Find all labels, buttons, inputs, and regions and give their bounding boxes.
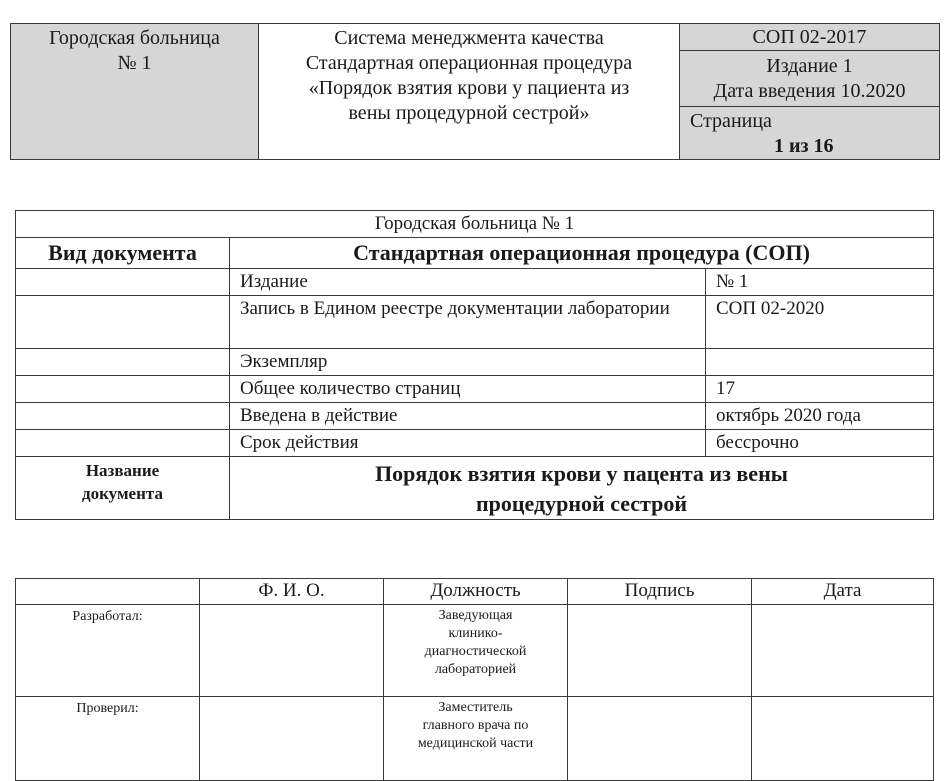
signature-sign-cell [568,697,752,781]
info-row [16,403,934,430]
info-row-value [706,349,934,376]
header-org-line-1: Городская больница [49,27,220,49]
header-table [10,23,940,160]
header-date: Дата введения 10.2020 [713,80,906,102]
signature-header-date: Дата [752,579,934,605]
info-row-label: Запись в Едином реестре документации лаборатории [230,296,706,349]
header-meta-cell [680,24,940,160]
signature-date-cell [752,605,934,697]
info-row [16,376,934,403]
position-line: лабораторией [434,662,517,677]
doc-name-label-line-1: Название [85,461,160,480]
info-row-value: октябрь 2020 года [706,403,934,430]
doc-name-label [16,457,230,520]
header-procedure-title-1: «Порядок взятия крови у пациента из [308,77,630,99]
doc-name-label-line-2: документа [82,484,163,503]
signature-position [384,697,568,781]
signature-row [16,605,934,697]
signature-row [16,697,934,781]
position-line: клинико- [448,626,503,641]
header-edition-block [680,50,939,106]
signature-table [15,578,934,781]
document-info-table [15,210,934,520]
signature-header-row [16,579,934,605]
info-row-value: СОП 02-2020 [706,296,934,349]
signature-fio-cell [200,697,384,781]
doc-name-value [230,457,934,520]
doc-type-label: Вид документа [16,238,230,269]
signature-role: Разработал: [16,605,200,697]
header-org-cell [11,24,259,160]
header-page-label: Страница [690,110,772,132]
signature-header-signature: Подпись [568,579,752,605]
signature-sign-cell [568,605,752,697]
signature-fio-cell [200,605,384,697]
signature-position [384,605,568,697]
header-system: Система менеджмента качества [334,27,604,49]
info-row [16,430,934,457]
header-code: СОП 02-2017 [752,26,867,48]
header-edition: Издание 1 [766,55,853,77]
info-row-label: Общее количество страниц [230,376,706,403]
info-org: Городская больница № 1 [16,211,934,238]
info-row-label: Введена в действие [230,403,706,430]
position-line: медицинской части [417,736,534,751]
info-row [16,269,934,296]
header-procedure-cell [259,24,680,160]
info-row-value: № 1 [706,269,934,296]
position-line: диагностической [424,644,527,659]
signature-role: Проверил: [16,697,200,781]
position-line: главного врача по [422,718,529,733]
info-row [16,296,934,349]
header-page-block [680,106,939,159]
doc-type-value: Стандартная операционная процедура (СОП) [230,238,934,269]
header-procedure-type: Стандартная операционная процедура [305,52,633,74]
info-row-value: 17 [706,376,934,403]
info-row-label: Экземпляр [230,349,706,376]
info-row-value: бессрочно [706,430,934,457]
header-page-value: 1 из 16 [774,135,834,157]
position-line: Заведующая [438,608,513,623]
doc-name-value-line-2: процедурной сестрой [475,491,688,516]
signature-header-empty [16,579,200,605]
doc-name-value-line-1: Порядок взятия крови у пацента из вены [375,461,788,486]
info-row-label: Издание [230,269,706,296]
signature-header-fio: Ф. И. О. [200,579,384,605]
header-procedure-title-2: вены процедурной сестрой» [348,102,590,124]
signature-header-position: Должность [384,579,568,605]
signature-date-cell [752,697,934,781]
position-line: Заместитель [438,700,513,715]
info-row [16,349,934,376]
info-row-label: Срок действия [230,430,706,457]
header-org-line-2: № 1 [117,52,152,74]
